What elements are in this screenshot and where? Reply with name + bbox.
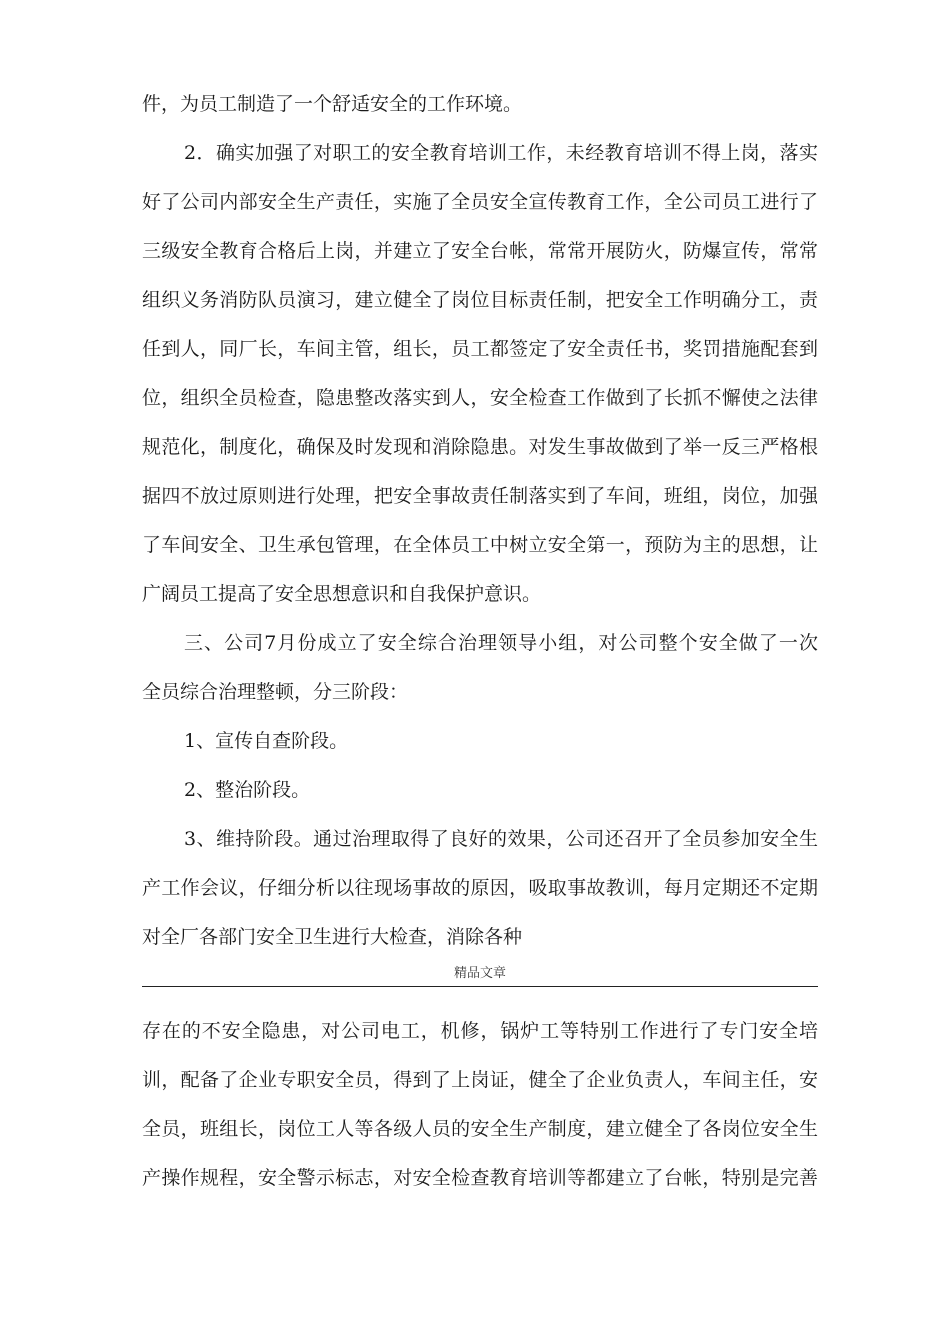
footer-divider bbox=[142, 986, 818, 987]
text-line: 产操作规程，安全警示标志，对安全检查教育培训等都建立了台帐，特别是完善 bbox=[142, 1167, 818, 1189]
text-line: 2、整治阶段。 bbox=[184, 779, 311, 801]
text-line: 据四不放过原则进行处理，把安全事故责任制落实到了车间，班组，岗位，加强 bbox=[142, 485, 818, 507]
text-line: 广阔员工提高了安全思想意识和自我保护意识。 bbox=[142, 583, 542, 605]
text-line: 了车间安全、卫生承包管理，在全体员工中树立安全第一，预防为主的思想，让 bbox=[142, 534, 818, 556]
text-line: 全员综合治理整顿，分三阶段： bbox=[142, 681, 409, 703]
page-one-text bbox=[142, 80, 818, 962]
page-two-text bbox=[142, 1007, 818, 1203]
text-line: 规范化，制度化，确保及时发现和消除隐患。对发生事故做到了举一反三严格根 bbox=[142, 436, 818, 458]
text-line: 3、维持阶段。通过治理取得了良好的效果，公司还召开了全员参加安全生 bbox=[184, 828, 818, 850]
text-line: 产工作会议，仔细分析以往现场事故的原因，吸取事故教训，每月定期还不定期 bbox=[142, 877, 818, 899]
text-line: 训，配备了企业专职安全员，得到了上岗证，健全了企业负责人，车间主任，安 bbox=[142, 1069, 818, 1091]
text-line: 全员，班组长，岗位工人等各级人员的安全生产制度，建立健全了各岗位安全生 bbox=[142, 1118, 818, 1140]
text-line: 2．确实加强了对职工的安全教育培训工作，未经教育培训不得上岗，落实 bbox=[184, 142, 818, 164]
text-line: 位，组织全员检查，隐患整改落实到人，安全检查工作做到了长抓不懈使之法律 bbox=[142, 387, 818, 409]
text-line: 好了公司内部安全生产责任，实施了全员安全宣传教育工作，全公司员工进行了 bbox=[142, 191, 818, 213]
text-line: 三、公司7月份成立了安全综合治理领导小组，对公司整个安全做了一次 bbox=[184, 632, 818, 654]
text-line: 存在的不安全隐患，对公司电工，机修，锅炉工等特别工作进行了专门安全培 bbox=[142, 1020, 818, 1042]
text-line: 对全厂各部门安全卫生进行大检查，消除各种 bbox=[142, 926, 523, 948]
footer-label: 精品文章 bbox=[453, 966, 506, 981]
text-line: 任到人，同厂长，车间主管，组长，员工都签定了安全责任书，奖罚措施配套到 bbox=[142, 338, 818, 360]
text-line: 组织义务消防队员演习，建立健全了岗位目标责任制，把安全工作明确分工，责 bbox=[142, 289, 818, 311]
text-line: 1、宣传自查阶段。 bbox=[184, 730, 349, 752]
text-line: 件，为员工制造了一个舒适安全的工作环境。 bbox=[142, 93, 523, 115]
text-line: 三级安全教育合格后上岗，并建立了安全台帐，常常开展防火，防爆宣传，常常 bbox=[142, 240, 818, 262]
